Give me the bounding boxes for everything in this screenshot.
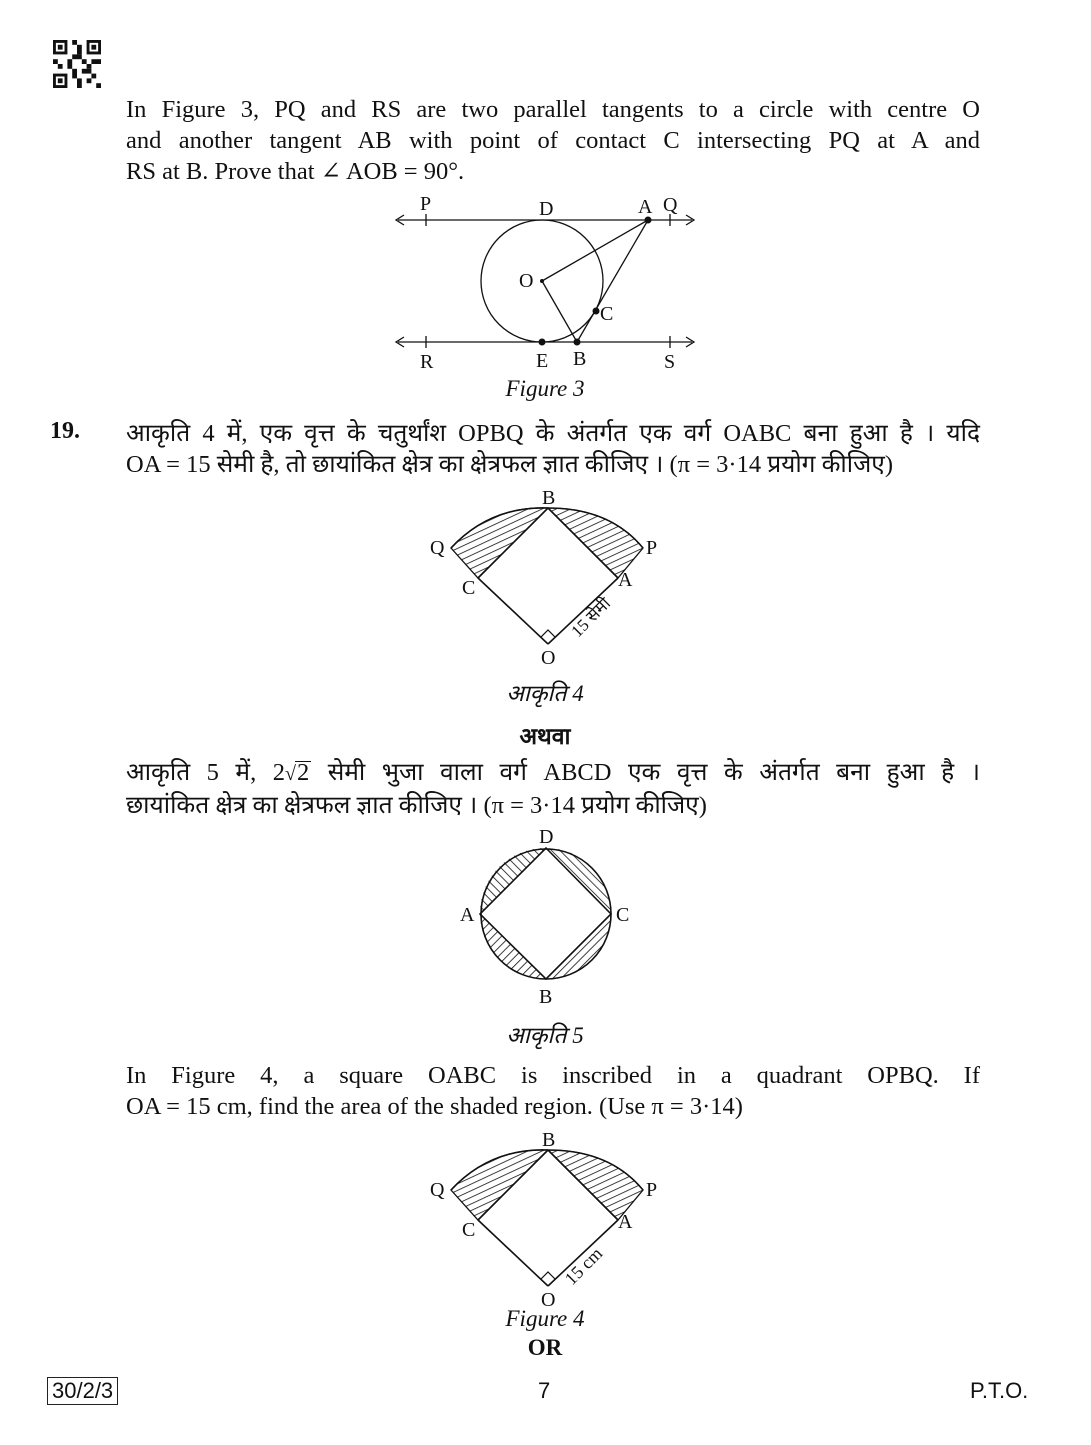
fig4e-label-b: B: [542, 1129, 556, 1151]
figure-3-caption: Figure 3: [505, 376, 585, 401]
q19-hindi-line-1: आकृति 4 में, एक वृत्त के चतुर्थांश OPBQ के अंतर्गत एक वर्ग OABC बना हुआ है । यदि: [126, 420, 980, 447]
figure-5: [450, 826, 640, 1011]
fig4e-label-c: C: [462, 1219, 476, 1241]
fig4h-label-o: O: [541, 647, 556, 669]
or-english: OR: [527, 1335, 563, 1360]
figure-4-hindi-caption: आकृति 4: [506, 681, 584, 706]
q19-english-line-1: In Figure 4, a square OABC is inscribed in a quadrant OPBQ. If: [126, 1062, 980, 1089]
figure-3: [390, 190, 710, 375]
q19-english-text: [126, 1060, 980, 1122]
fig4h-label-c: C: [462, 577, 476, 599]
fig4e-label-o: O: [541, 1289, 556, 1311]
fig3-label-d: D: [539, 198, 554, 220]
fig4e-label-a: A: [618, 1211, 633, 1233]
fig4h-label-q: Q: [430, 537, 445, 559]
q18-line-3: RS at B. Prove that ∠ AOB = 90°.: [126, 158, 465, 185]
page-number: 7: [538, 1378, 551, 1403]
fig5-label-c: C: [616, 904, 630, 926]
fig5-label-b: B: [539, 986, 553, 1008]
q19-english-line-2: OA = 15 cm, find the area of the shaded region. (Use π = 3·14): [126, 1093, 743, 1120]
sqrt-value: 2: [296, 759, 310, 786]
fig4e-label-p: P: [646, 1179, 658, 1201]
q18-line-2: and another tangent AB with point of contact C intersecting PQ at A and: [126, 127, 980, 154]
fig3-label-s: S: [664, 351, 676, 373]
fig3-label-q: Q: [663, 194, 678, 216]
fig3-label-r: R: [420, 351, 434, 373]
fig3-label-c: C: [600, 303, 614, 325]
q19-alt-hindi-line-1b: सेमी भुजा वाला वर्ग ABCD एक वृत्त के अंतर्गत बना हुआ है ।: [311, 759, 980, 786]
qr-code: [52, 40, 102, 88]
q19-hindi-line-2: OA = 15 सेमी है, तो छायांकित क्षेत्र का क्षेत्रफल ज्ञात कीजिए । (π = 3·14 प्रयोग कीजिए): [126, 451, 893, 478]
figure-4-english-caption: Figure 4: [505, 1306, 585, 1331]
fig3-label-o: O: [519, 270, 534, 292]
fig4h-label-a: A: [618, 569, 633, 591]
figure-5-caption: आकृति 5: [506, 1023, 584, 1048]
fig3-label-a: A: [638, 196, 653, 218]
q19-alt-hindi-line-1: आकृति 5 में, 2√2 सेमी भुजा वाला वर्ग ABCD एक वृत्त के अंतर्गत बना हुआ है ।: [126, 759, 980, 786]
pto-label: P.T.O.: [970, 1378, 1029, 1403]
q19-alt-hindi-text: [126, 757, 980, 821]
q19-alt-hindi-line-2: छायांकित क्षेत्र का क्षेत्रफल ज्ञात कीजिए । (π = 3·14 प्रयोग कीजिए): [126, 792, 707, 819]
fig4h-length-label: 15 सेमी: [567, 593, 615, 641]
fig3-label-p: P: [420, 193, 432, 215]
fig5-label-a: A: [460, 904, 475, 926]
figure-4-english: [420, 1128, 670, 1313]
or-hindi: अथवा: [519, 724, 571, 749]
figure-4-hindi: [420, 486, 670, 671]
paper-code: 30/2/3: [47, 1377, 118, 1405]
q19-hindi-text: [126, 418, 980, 480]
fig3-label-b: B: [573, 348, 587, 370]
q19-alt-hindi-line-1a: आकृति 5 में, 2: [126, 759, 285, 786]
question-number: 19.: [50, 418, 80, 444]
fig4e-length-label: 15 cm: [560, 1243, 607, 1289]
q18-text: [126, 94, 980, 187]
q18-line-1: In Figure 3, PQ and RS are two parallel tangents to a circle with centre O: [126, 96, 980, 123]
fig4h-label-p: P: [646, 537, 658, 559]
fig5-label-d: D: [539, 826, 554, 848]
fig4h-label-b: B: [542, 487, 556, 509]
fig3-label-e: E: [536, 350, 549, 372]
fig4e-label-q: Q: [430, 1179, 445, 1201]
